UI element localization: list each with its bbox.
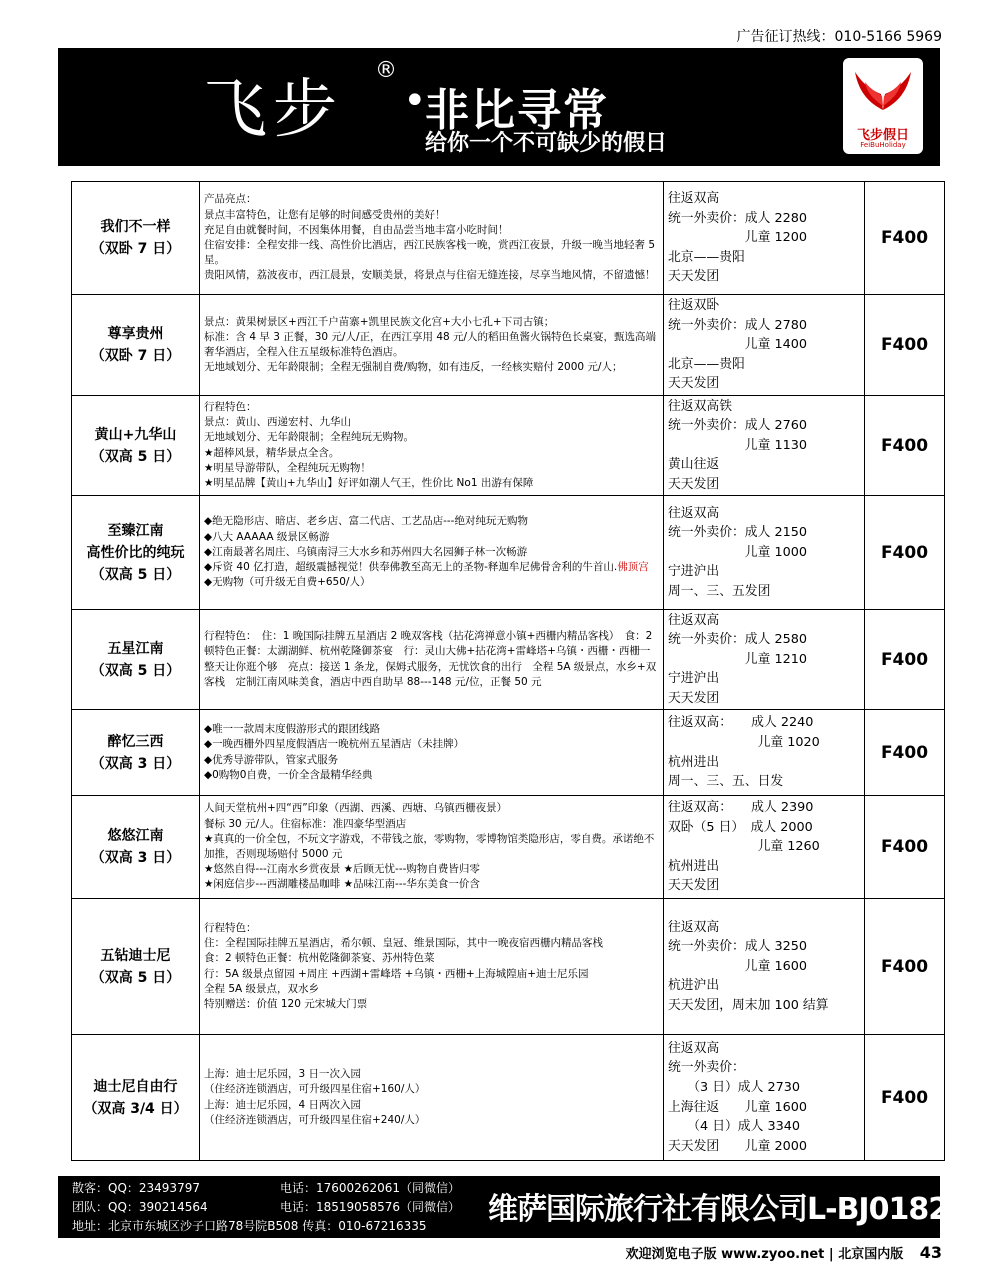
description-line: 人间天堂杭州+四“西”印象（西湖、西溪、西塘、乌镇西栅夜景） [204, 802, 508, 815]
description-line: 产品亮点： [204, 193, 257, 206]
description-line: 无地域划分、无年龄限制；全程纯玩无购物。 [204, 431, 414, 444]
price-line: 统一外卖价：成人 2760 [668, 418, 808, 434]
price-line: 黄山往返 [668, 457, 720, 473]
description-line: ◆八大 AAAAA 级景区畅游 [204, 530, 330, 543]
price-line: 统一外卖价：成人 3250 [668, 939, 808, 955]
product-name-line: 尊享贵州 [107, 326, 164, 342]
price-line: 天天发团 [668, 376, 720, 392]
product-price [664, 295, 865, 396]
product-row [72, 182, 945, 295]
product-name-line: 五星江南 [107, 640, 164, 657]
description-line: ★明星品牌【黄山+九华山】好评如潮人气王，性价比 No1 出游有保障 [204, 476, 534, 489]
price-line: 往返双高 [668, 1040, 720, 1056]
description-line: 行程特色： [204, 400, 257, 413]
price-line: 往返双高： 成人 2240 [668, 715, 814, 731]
product-description [200, 610, 664, 710]
product-name [72, 610, 200, 710]
product-row [72, 1035, 945, 1161]
description-line: ◆江南最著名周庄、乌镇南浔三大水乡和苏州四大名园狮子林一次畅游 [204, 545, 528, 558]
product-name-line: 五钻迪士尼 [100, 947, 171, 964]
product-name-line: （双高 3 日） [90, 755, 181, 772]
product-name-line: （双高 3/4 日） [83, 1100, 188, 1117]
product-row [72, 710, 945, 796]
description-line: 贵阳风情，荔波夜市，西江晨景，安顺美景，将景点与住宿无缝连接，尽享当地风情，不留遗憾！ [204, 269, 656, 282]
description-line: ◆优秀导游带队，管家式服务 [204, 753, 339, 766]
price-line: 上海往返 儿童 1600 [668, 1099, 808, 1115]
product-price [664, 1035, 865, 1161]
price-line: 统一外卖价：成人 2280 [668, 210, 808, 226]
address-fax: 地址：北京市东城区沙子口路78号院B508 传真：010-67216335 [72, 1219, 427, 1233]
description-line: ★闲庭信步---西湖雕楼品咖啡 ★品味江南---华东美食一价含 [204, 878, 480, 891]
product-code: F400 [865, 1035, 945, 1161]
product-name [72, 295, 200, 396]
wings-icon [851, 64, 915, 124]
product-code: F400 [865, 710, 945, 796]
slogan-main: 非比寻常 [425, 85, 609, 136]
product-name-line: 至臻江南 [107, 522, 164, 539]
price-line: 儿童 1400 [668, 337, 808, 353]
product-code: F400 [865, 496, 945, 610]
product-code: F400 [865, 295, 945, 396]
product-price [664, 182, 865, 295]
page-footer [626, 1243, 942, 1262]
product-description [200, 295, 664, 396]
price-line: 天天发团 [668, 878, 720, 894]
price-line: 杭州进出 [668, 754, 720, 770]
price-line: 统一外卖价：成人 2580 [668, 632, 808, 648]
contact-footer [58, 1176, 968, 1238]
product-name-line: （双高 5 日） [90, 566, 181, 583]
brand-logo [843, 58, 923, 154]
price-line: 天天发团 [668, 476, 720, 492]
product-name-line: （双卧 7 日） [90, 348, 181, 364]
product-description [200, 182, 664, 295]
product-name [72, 496, 200, 610]
description-line: 餐标 30 元/人。住宿标准：准四豪华型酒店 [204, 817, 407, 830]
product-description [200, 796, 664, 899]
description-line: 食：2 顿特色正餐：杭州乾隆御茶宴、苏州特色菜 [204, 952, 435, 965]
price-line: 往返双卧 [668, 298, 720, 314]
description-line: 行：5A 级景点留园 +周庄 +西湖+雷峰塔 +乌镇・西栅+上海城隍庙+迪士尼乐园 [204, 967, 589, 980]
product-code: F400 [865, 182, 945, 295]
product-row [72, 496, 945, 610]
price-line: 杭州进出 [668, 858, 720, 874]
description-line: ★悠然自得---江南水乡赏夜景 ★后顾无忧---购物自费皆归零 [204, 863, 480, 876]
price-line: 周一、三、五发团 [668, 583, 771, 599]
registered-mark: ® [375, 58, 397, 83]
description-line: （住经济连锁酒店，可升级四星住宿+160/人） [204, 1083, 426, 1096]
product-row [72, 396, 945, 496]
product-price [664, 899, 865, 1035]
price-line: 往返双高铁 [668, 398, 732, 414]
product-name [72, 796, 200, 899]
product-row [72, 295, 945, 396]
product-description [200, 710, 664, 796]
price-line: 往返双高 [668, 505, 720, 521]
logo-name: 飞步假日 [856, 128, 909, 143]
price-line: 北京——贵阳 [668, 249, 745, 265]
price-line: 周一、三、五、日发 [668, 774, 784, 790]
price-line: 往返双高 [668, 612, 720, 628]
product-price [664, 396, 865, 496]
product-name [72, 396, 200, 496]
price-line: （4 日）成人 3340 [668, 1119, 801, 1135]
description-line: 充足自由就餐时间，不因集体用餐，自由品尝当地丰富小吃时间！ [204, 223, 509, 236]
product-code: F400 [865, 899, 945, 1035]
price-line: 天天发团 [668, 269, 720, 285]
brand-separator: • [403, 78, 427, 124]
description-line: 行程特色： 住：1 晚国际挂牌五星酒店 2 晚双客栈（拈花湾禅意小镇+西栅内精品客栈） 食：2 顿特色正餐：太湖湖鲜、杭州乾隆御茶宴 行：灵山大佛+拈花湾+雷峰塔+乌镇・西栅・西栅一整天让你逛个够 亮点：接送 1 条龙，保姆式服务，无忧饮食的出行 全程 5A 级景点，水乡+双客栈 定制江南风味美食，酒店中西自助早 88---148 元/位，正餐 50 元 [204, 630, 657, 688]
price-line: 统一外卖价： [668, 1060, 745, 1076]
product-price [664, 496, 865, 610]
product-code: F400 [865, 610, 945, 710]
product-price [664, 796, 865, 899]
group-phone: 电话：18519058576（同微信） [280, 1200, 460, 1214]
product-row [72, 610, 945, 710]
product-name-line: （双高 5 日） [90, 448, 181, 465]
description-line: ★明星导游带队，全程纯玩无购物！ [204, 461, 371, 474]
price-line: 儿童 1130 [668, 437, 808, 453]
price-line: 统一外卖价：成人 2780 [668, 317, 808, 333]
price-line: 儿童 1600 [668, 958, 808, 974]
product-table [71, 181, 945, 1161]
description-line: 景点丰富特色，让您有足够的时间感受贵州的美好！ [204, 208, 446, 221]
price-line: 杭进沪出 [668, 978, 720, 994]
description-line: ◆绝无隐形店、暗店、老乡店、富二代店、工艺品店---绝对纯玩无购物 [204, 515, 528, 528]
description-line: 佛顶宫 [617, 561, 649, 574]
product-code: F400 [865, 396, 945, 496]
price-line: 儿童 1260 [668, 839, 820, 855]
description-line: ◆斥资 40 亿打造，超级震撼视觉！供奉佛教至高无上的圣物-释迦牟尼佛骨舍利的牛首山. [204, 561, 618, 574]
product-description [200, 396, 664, 496]
description-line: ◆0购物0自费，一价全含最精华经典 [204, 768, 373, 781]
price-line: （3 日）成人 2730 [668, 1079, 801, 1095]
description-line: ★真真的一价全包，不玩文字游戏，不带钱之旅，零购物，零博物馆类隐形店，零自费。承诺绝不加推，否则现场赔付 5000 元 [204, 832, 655, 860]
product-name [72, 182, 200, 295]
product-name-line: 醉忆三西 [107, 733, 164, 750]
page-number: 43 [919, 1243, 942, 1262]
description-line: 特别赠送：价值 120 元宋城大门票 [204, 997, 368, 1010]
description-line: 行程特色： [204, 921, 257, 934]
product-name-line: 我们不一样 [100, 219, 171, 235]
price-line: 往返双高 [668, 919, 720, 935]
description-line: 景点：黄山、西递宏村、九华山 [204, 416, 351, 429]
retail-qq: 散客：QQ：23493797 [72, 1181, 200, 1195]
company-name: 维萨国际旅行社有限公司L-BJ01825 [488, 1192, 968, 1227]
price-line: 天天发团 儿童 2000 [668, 1138, 808, 1154]
logo-english: FeiBuHoliday [860, 141, 906, 149]
price-line: 天天发团，周末加 100 结算 [668, 997, 829, 1013]
product-name-line: 迪士尼自由行 [93, 1078, 178, 1095]
slogan-sub: 给你一个不可缺少的假日 [425, 131, 668, 156]
product-row [72, 796, 945, 899]
product-name-line: 悠悠江南 [107, 828, 164, 844]
description-line: 景点：黄果树景区+西江千户苗寨+凯里民族文化宫+大小七孔+下司古镇； [204, 315, 555, 328]
price-line: 儿童 1020 [668, 734, 820, 750]
product-price [664, 710, 865, 796]
description-line: （住经济连锁酒店，可升级四星住宿+240/人） [204, 1113, 426, 1126]
description-line: ◆无购物（可升级无自费+650/人） [204, 576, 371, 589]
price-line: 宁进沪出 [668, 671, 720, 687]
product-name-line: （双高 5 日） [90, 662, 181, 679]
description-line: 住：全程国际挂牌五星酒店，希尔顿、皇冠、维景国际，其中一晚夜宿西栅内精品客栈 [204, 937, 603, 950]
description-line: 无地域划分、无年龄限制；全程无强制自费/购物，如有违反，一经核实赔付 2000 元/人； [204, 361, 623, 374]
retail-phone: 电话：17600262061（同微信） [280, 1181, 460, 1195]
product-name-line: （双高 5 日） [90, 969, 181, 986]
brand-name: 飞步 [203, 73, 343, 147]
price-line: 儿童 1000 [668, 544, 808, 560]
product-description [200, 899, 664, 1035]
product-name-line: 黄山+九华山 [94, 426, 177, 443]
description-line: 住宿安排：全程安排一线、高性价比酒店，西江民族客栈一晚，赏西江夜景，升级一晚当地轻奢 5 星。 [204, 239, 656, 267]
price-line: 双卧（5 日） 成人 2000 [668, 819, 813, 835]
price-line: 儿童 1210 [668, 651, 808, 667]
description-line: 全程 5A 级景点，双水乡 [204, 982, 320, 995]
description-line: ★超棒风景，精华景点全含。 [204, 446, 340, 459]
description-line: 标准：含 4 早 3 正餐，30 元/人/正，在西江享用 48 元/人的稻田鱼酱火锅特色长桌宴，甄选高端奢华酒店，全程入住五星级标准特色酒店。 [204, 330, 657, 358]
product-name [72, 899, 200, 1035]
price-line: 统一外卖价：成人 2150 [668, 525, 808, 541]
price-line: 往返双高： 成人 2390 [668, 800, 814, 816]
description-line: 上海：迪士尼乐园，3 日一次入园 [204, 1068, 362, 1081]
product-code: F400 [865, 796, 945, 899]
website-line: 欢迎浏览电子版 www.zyoo.net | 北京国内版 [625, 1247, 904, 1262]
group-qq: 团队：QQ：390214564 [72, 1200, 208, 1214]
price-line: 天天发团 [668, 690, 720, 706]
description-line: ◆一晚西栅外四星度假酒店一晚杭州五星酒店（未挂牌） [204, 738, 465, 751]
product-name [72, 1035, 200, 1161]
product-price [664, 610, 865, 710]
price-line: 儿童 1200 [668, 230, 808, 246]
product-name-line: 高性价比的纯玩 [86, 544, 185, 561]
description-line: 上海：迪士尼乐园，4 日两次入园 [204, 1098, 362, 1111]
product-description [200, 496, 664, 610]
price-line: 北京——贵阳 [668, 356, 745, 372]
product-row [72, 899, 945, 1035]
header-banner [58, 48, 940, 166]
price-line: 宁进沪出 [668, 564, 720, 580]
ad-hotline: 广告征订热线：010-5166 5969 [736, 29, 942, 45]
product-name-line: （双卧 7 日） [90, 241, 181, 257]
description-line: ◆唯一一款周末度假游形式的跟团线路 [204, 723, 381, 736]
product-name [72, 710, 200, 796]
product-name-line: （双高 3 日） [90, 850, 181, 866]
price-line: 往返双高 [668, 191, 720, 207]
product-description [200, 1035, 664, 1161]
